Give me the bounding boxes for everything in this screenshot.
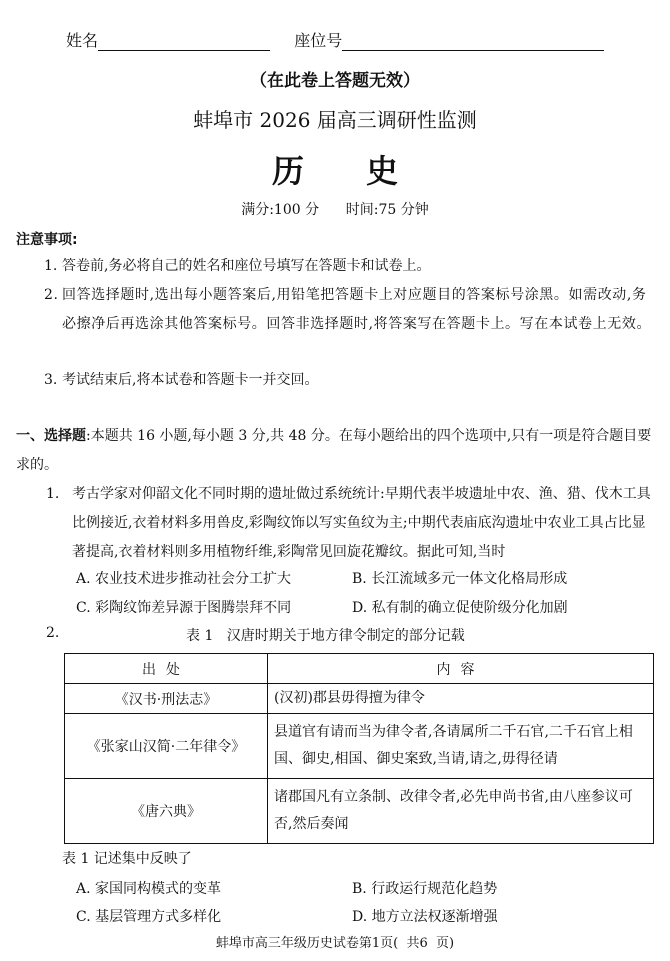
table-row: [65, 714, 654, 779]
table-row: [65, 779, 654, 844]
name-blank: [98, 34, 270, 51]
question-number: 1.: [46, 486, 60, 502]
note-item-2: [44, 281, 658, 339]
q2-option-b: B. 行政运行规范化趋势: [352, 881, 498, 897]
q1-option-d: D. 私有制的确立促使阶级分化加剧: [352, 600, 568, 616]
table-cell-content: (汉初)郡县毋得擅为律令: [268, 684, 654, 714]
table-header-row: [65, 654, 654, 684]
name-seat-row: [66, 28, 604, 51]
note-item-1: [44, 252, 658, 281]
name-label: 姓名: [66, 31, 99, 50]
exam-title: 蚌埠市 2026 届高三调研性监测: [193, 108, 477, 132]
question-number: 2.: [46, 625, 60, 641]
table-cell-source: 《张家山汉简·二年律令》: [65, 714, 268, 779]
table-cell-source: 《唐六典》: [65, 779, 268, 844]
note-text: 回答选择题时,选出每小题答案后,用铅笔把答题卡上对应题目的答案标号涂黑。如需改动,务必擦净后再选涂其他答案标号。回答非选择题时,将答案写在答题卡上。写在本试卷上无效。: [62, 287, 652, 332]
q1-option-a: A. 农业技术进步推动社会分工扩大: [76, 571, 292, 587]
seat-label: 座位号: [294, 31, 343, 50]
table-cell-content: 县道官有请而当为律令者,各请属所二千石官,二千石官上相国、御史,相国、御史案致,当请,请之,毋得径请: [268, 714, 654, 779]
note-text: 答卷前,务必将自己的姓名和座位号填写在答题卡和试卷上。: [62, 258, 431, 274]
q2-option-d: D. 地方立法权逐渐增强: [352, 909, 498, 925]
page-footer: 蚌埠市高三年级历史试卷第1页( 共6 页): [215, 936, 455, 951]
note-number: 1.: [44, 258, 58, 274]
table-cell-source: 《汉书·刑法志》: [65, 684, 268, 714]
q2-option-c: C. 基层管理方式多样化: [76, 909, 222, 925]
question-stem: 表 1 记述集中反映了: [62, 851, 192, 867]
subject-title: 历史: [271, 152, 460, 190]
q1-option-c: C. 彩陶纹饰差异源于图腾崇拜不同: [76, 600, 292, 616]
section-choice: [16, 422, 658, 480]
section-instructions: :本题共 16 小题,每小题 3 分,共 48 分。在每小题给出的四个选项中,只有一项是符合题目要求的。: [16, 428, 652, 473]
column-header-content: 内容: [268, 654, 654, 684]
column-header-source: 出处: [65, 654, 268, 684]
seat-blank: [342, 34, 604, 51]
note-text: 考试结束后,将本试卷和答题卡一并交回。: [62, 372, 319, 388]
q1-option-b: B. 长江流域多元一体文化格局形成: [352, 571, 568, 587]
notes-heading: 注意事项:: [16, 232, 78, 248]
table-caption: 表 1 汉唐时期关于地方律令制定的部分记载: [186, 628, 465, 644]
question-stem: 考古学家对仰韶文化不同时期的遗址做过系统统计:早期代表半坡遗址中农、渔、猎、伐木工具比例接近,衣着材料多用兽皮,彩陶纹饰以写实鱼纹为主;中期代表庙底沟遗址中农业工具占比显著提高,衣着材料则多用植物纤维,彩陶常见回旋花瓣纹。据此可知,当时: [72, 486, 651, 560]
notice-text: （在此卷上答题无效）: [250, 71, 420, 91]
q2-option-a: A. 家国同构模式的变革: [76, 881, 222, 897]
table-row: [65, 684, 654, 714]
section-heading: 一、选择题: [16, 428, 86, 444]
note-number: 3.: [44, 372, 58, 388]
score-time: 满分:100 分 时间:75 分钟: [241, 202, 429, 218]
table-cell-content: 诸郡国凡有立条制、改律令者,必先申尚书省,由八座参议可否,然后奏闻: [268, 779, 654, 844]
question-1: [46, 480, 658, 567]
note-item-3: [44, 366, 658, 395]
law-records-table: [64, 653, 654, 844]
note-number: 2.: [44, 287, 59, 303]
